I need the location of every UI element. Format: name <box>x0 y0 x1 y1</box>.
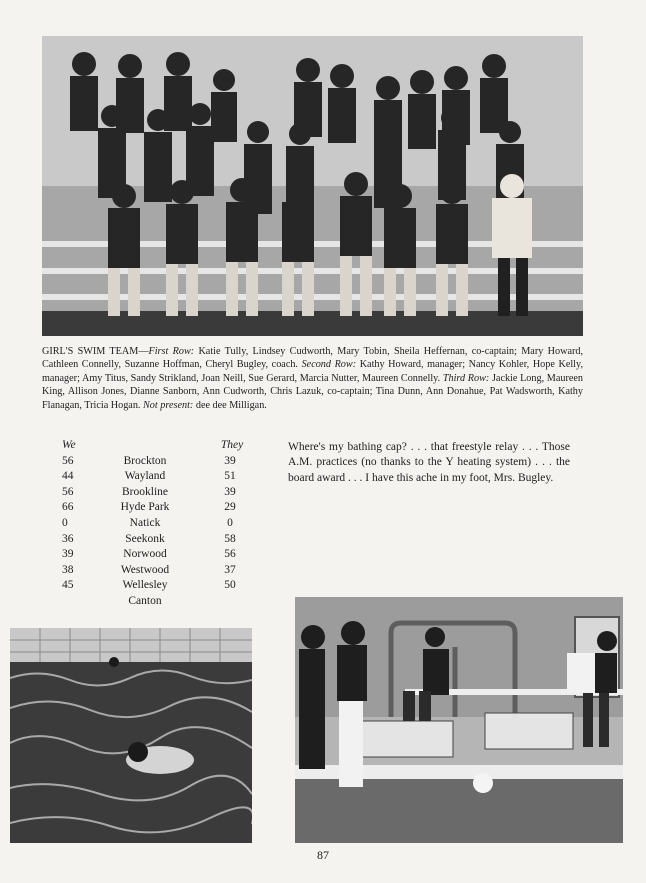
opponent-name: Hyde Park <box>120 501 170 514</box>
we-score: 66 <box>62 501 74 514</box>
score-row <box>40 500 260 516</box>
first-row-label: First Row: <box>148 346 195 357</box>
third-row-label: Third Row: <box>442 372 490 384</box>
opponent-name: Wellesley <box>122 579 168 592</box>
they-score: 37 <box>224 563 236 576</box>
score-row <box>40 594 260 610</box>
they-score: 29 <box>224 501 236 514</box>
we-score: 0 <box>62 516 68 529</box>
team-title: GIRL'S SWIM TEAM <box>42 346 139 357</box>
score-row <box>40 532 260 548</box>
scoreboard-header <box>40 438 260 454</box>
opponent-name: Canton <box>128 594 162 607</box>
first-row-names: Katie Tully, Lindsey Cudworth, Mary Tobin, Sheila Heffernan, co-captain; Mary Howard, Cathleen Connelly, Suzanne Hoffman, Cheryl Bugley, coach. <box>42 346 583 371</box>
they-score: 56 <box>224 548 236 561</box>
second-row-label: Second Row: <box>301 359 357 371</box>
they-score: 0 <box>227 516 233 529</box>
they-score: 39 <box>224 485 236 498</box>
season-memories: Where's my bathing cap? . . . that freestyle relay . . . Those A.M. practices (no thanks to the Y heating system) . . . the board award . . . I have this ache in my foot, Mrs. Bugley. <box>288 441 570 484</box>
we-score: 36 <box>62 532 74 545</box>
opponent-name: Wayland <box>124 470 166 483</box>
team-caption: GIRL'S SWIM TEAM—First Row: Katie Tully, Lindsey Cudworth, Mary Tobin, Sheila Heffernan, co-captain; Mary Howard, Cathleen Connelly, Suzanne Hoffman, Cheryl Bugley, coach. Second Row: Kathy Howard, manager; Nancy Kohler, Hope Kelly, manager; Amy Titus, Sandy Strikland, Joan Neill, Sue Gerard, Marcia Nutter, Maureen Connelly. Third Row: Jackie Long, Maureen King, Allison Jones, Dianne Sanborn, Ann Cudworth, Chris Lazuk, co-captain; Tina Dunn, Ann Donahue, Pat Wadsworth, Kathy Flanagan, Tricia Hogan. Not present: dee dee Milligan. <box>42 346 584 411</box>
scoreboard-rows <box>40 454 260 610</box>
score-row <box>40 469 260 485</box>
they-score: 50 <box>224 579 236 592</box>
they-score <box>200 594 260 610</box>
score-row <box>40 578 260 594</box>
opponent-name: Westwood <box>120 563 170 576</box>
opponent-name: Natick <box>129 516 161 529</box>
opponent-name: Seekonk <box>125 532 165 545</box>
we-score: 39 <box>62 548 74 561</box>
poolside-photo <box>295 597 623 843</box>
second-row-names: Kathy Howard, manager; Nancy Kohler, Hope Kelly, manager; Amy Titus, Sandy Strikland, Joan Neill, Sue Gerard, Marcia Nutter, Maureen Connelly. <box>42 359 583 384</box>
third-row-names: Jackie Long, Maureen King, Allison Jones, Dianne Sanborn, Ann Cudworth, Chris Lazuk, co-captain; Tina Dunn, Ann Donahue, Pat Wadsworth, Kathy Flanagan, Tricia Hogan. <box>42 372 584 411</box>
score-row <box>40 563 260 579</box>
we-header: We <box>62 439 76 451</box>
opponent-name: Norwood <box>123 548 167 561</box>
score-row <box>40 516 260 532</box>
page-number: 87 <box>317 848 329 862</box>
not-present-names: dee dee Milligan. <box>195 399 267 411</box>
we-score: 56 <box>62 454 74 467</box>
opponent-name: Brockton <box>123 454 167 467</box>
team-photo <box>42 36 583 336</box>
we-score <box>40 594 90 610</box>
we-score: 38 <box>62 563 74 576</box>
they-score: 51 <box>224 470 236 483</box>
score-row <box>40 547 260 563</box>
they-header: They <box>220 439 244 451</box>
we-score: 45 <box>62 579 74 592</box>
not-present-label: Not present: <box>143 399 194 411</box>
we-score: 44 <box>62 470 74 483</box>
they-score: 39 <box>224 454 236 467</box>
they-score: 58 <box>224 532 236 545</box>
score-row <box>40 454 260 470</box>
we-score: 56 <box>62 485 74 498</box>
score-row <box>40 485 260 501</box>
opponent-name: Brookline <box>122 485 168 498</box>
swimmer-photo <box>10 628 252 843</box>
season-scoreboard <box>40 438 260 610</box>
